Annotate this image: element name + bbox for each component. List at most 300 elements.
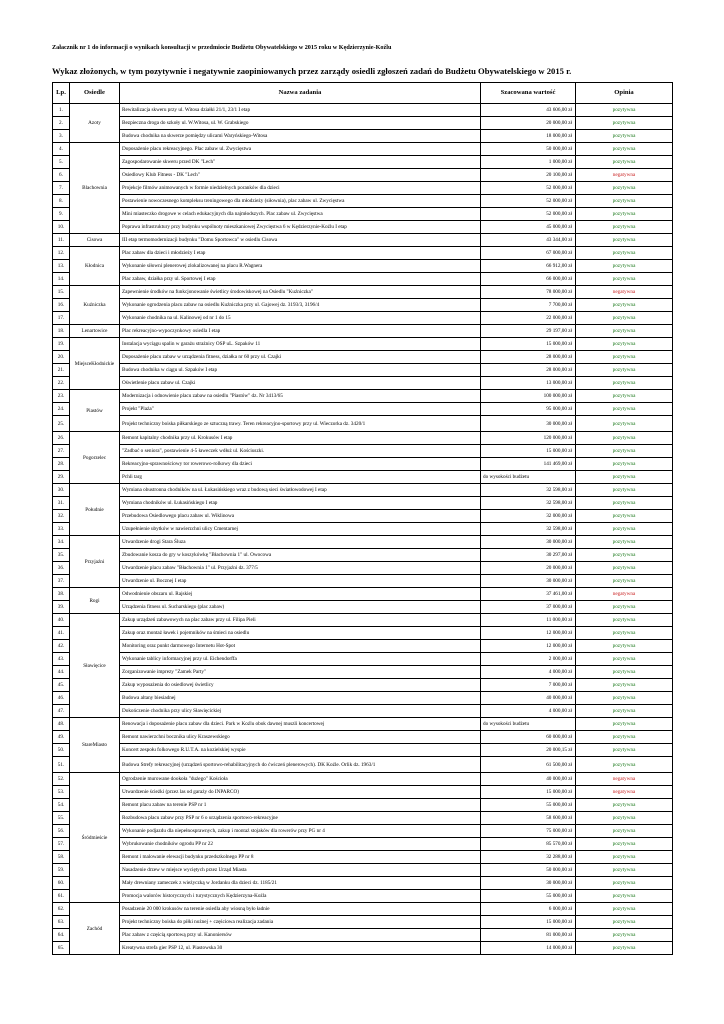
column-header-wartosc: Szacowana wartość bbox=[481, 83, 576, 104]
cell-value: 40 000,00 zł bbox=[481, 692, 576, 705]
cell-opinion: pozytywna bbox=[576, 812, 673, 825]
table-row bbox=[53, 718, 673, 731]
cell-lp: 23. bbox=[53, 390, 70, 403]
table-row bbox=[53, 169, 673, 182]
cell-lp: 5. bbox=[53, 156, 70, 169]
table-row bbox=[53, 744, 673, 757]
cell-opinion: pozytywna bbox=[576, 877, 673, 890]
cell-opinion: pozytywna bbox=[576, 653, 673, 666]
cell-osiedle: Piastów bbox=[70, 390, 120, 432]
cell-task-name: Urządzenia fitness ul. Sucharskiego (plac zabaw) bbox=[120, 601, 481, 614]
cell-opinion: pozytywna bbox=[576, 666, 673, 679]
cell-opinion: pozytywna bbox=[576, 523, 673, 536]
table-row bbox=[53, 864, 673, 877]
table-row bbox=[53, 929, 673, 942]
cell-opinion: pozytywna bbox=[576, 445, 673, 458]
cell-task-name: Wybrukowanie chodników ogrodu PP nr 22 bbox=[120, 838, 481, 851]
table-row bbox=[53, 403, 673, 416]
cell-osiedle: Przyjaźni bbox=[70, 536, 120, 588]
cell-task-name: III etap termomodernizacji budynku "Domu Sportowca" w osiedlu Cisowa bbox=[120, 234, 481, 247]
cell-opinion: pozytywna bbox=[576, 916, 673, 929]
cell-lp: 19. bbox=[53, 338, 70, 351]
cell-opinion: pozytywna bbox=[576, 416, 673, 432]
cell-lp: 21. bbox=[53, 364, 70, 377]
cell-value: 55 000,00 zł bbox=[481, 890, 576, 903]
cell-task-name: Kreatywna strefa gier PSP 12, ul. Piastowska 30 bbox=[120, 942, 481, 955]
column-header-nazwa: Nazwa zadania bbox=[120, 83, 481, 104]
cell-task-name: Przebudowa Osiedlowego placu zabaw ul. Wiklinowa bbox=[120, 510, 481, 523]
cell-lp: 9. bbox=[53, 208, 70, 221]
table-row bbox=[53, 273, 673, 286]
cell-lp: 11. bbox=[53, 234, 70, 247]
cell-osiedle: Lenartowice bbox=[70, 325, 120, 338]
cell-lp: 36. bbox=[53, 562, 70, 575]
table-row bbox=[53, 705, 673, 718]
table-row bbox=[53, 903, 673, 916]
cell-osiedle: Sławięcice bbox=[70, 614, 120, 718]
cell-opinion: pozytywna bbox=[576, 403, 673, 416]
cell-lp: 12. bbox=[53, 247, 70, 260]
table-row bbox=[53, 208, 673, 221]
cell-opinion: pozytywna bbox=[576, 351, 673, 364]
cell-lp: 29. bbox=[53, 471, 70, 484]
cell-osiedle: Kłodnica bbox=[70, 247, 120, 286]
cell-value: 14 000,00 zł bbox=[481, 942, 576, 955]
table-row bbox=[53, 156, 673, 169]
cell-lp: 15. bbox=[53, 286, 70, 299]
cell-lp: 3. bbox=[53, 130, 70, 143]
cell-task-name: Budowa Strefy rekreacyjnej (urządzeń sportowo-rehabilitacyjnych do ćwiczeń plenerowych). DK Koźle. Orlik dz. 1963/1 bbox=[120, 757, 481, 773]
table-row bbox=[53, 416, 673, 432]
table-row bbox=[53, 325, 673, 338]
cell-opinion: pozytywna bbox=[576, 692, 673, 705]
cell-opinion: pozytywna bbox=[576, 377, 673, 390]
cell-value: 20 000,00 zł bbox=[481, 117, 576, 130]
table-row bbox=[53, 786, 673, 799]
cell-opinion: pozytywna bbox=[576, 640, 673, 653]
table-row bbox=[53, 510, 673, 523]
cell-value: 32 598,00 zł bbox=[481, 497, 576, 510]
table-row bbox=[53, 130, 673, 143]
cell-opinion: pozytywna bbox=[576, 799, 673, 812]
cell-task-name: Remont placu zabaw na terenie PSP nr 1 bbox=[120, 799, 481, 812]
cell-value: 43 344,00 zł bbox=[481, 234, 576, 247]
cell-value: 29 197,00 zł bbox=[481, 325, 576, 338]
cell-opinion: pozytywna bbox=[576, 182, 673, 195]
cell-value: 55 000,00 zł bbox=[481, 799, 576, 812]
cell-lp: 65. bbox=[53, 942, 70, 955]
table-row bbox=[53, 549, 673, 562]
cell-lp: 58. bbox=[53, 851, 70, 864]
cell-opinion: pozytywna bbox=[576, 757, 673, 773]
cell-opinion: pozytywna bbox=[576, 143, 673, 156]
cell-lp: 63. bbox=[53, 916, 70, 929]
cell-task-name: Zakup urządzeń zabawowych na plac zabaw przy ul. Filipa Pieli bbox=[120, 614, 481, 627]
cell-value: 15 000,00 zł bbox=[481, 338, 576, 351]
table-row bbox=[53, 942, 673, 955]
cell-value: 37 461,00 zł bbox=[481, 588, 576, 601]
table-row bbox=[53, 471, 673, 484]
cell-task-name: Wykonanie siłowni plenerowej zlokalizowanej na placu R.Wagnera bbox=[120, 260, 481, 273]
table-row bbox=[53, 312, 673, 325]
cell-osiedle: Azoty bbox=[70, 104, 120, 143]
cell-lp: 41. bbox=[53, 627, 70, 640]
table-row bbox=[53, 877, 673, 890]
cell-task-name: Bezpieczna droga do szkoły ul. W.Witosa, ul. W. Grabskiego bbox=[120, 117, 481, 130]
cell-opinion: pozytywna bbox=[576, 744, 673, 757]
cell-opinion: pozytywna bbox=[576, 104, 673, 117]
table-row bbox=[53, 916, 673, 929]
cell-value: 2 000,00 zł bbox=[481, 653, 576, 666]
projects-table bbox=[52, 82, 673, 955]
cell-task-name: Promocja walorów historycznych i turystycznych Kędzierzyna-Koźla bbox=[120, 890, 481, 903]
cell-lp: 38. bbox=[53, 588, 70, 601]
cell-lp: 8. bbox=[53, 195, 70, 208]
cell-opinion: pozytywna bbox=[576, 338, 673, 351]
table-row bbox=[53, 260, 673, 273]
cell-task-name: Rewitalizacja skweru przy ul. Witosa działki 21/1, 23/1 I etap bbox=[120, 104, 481, 117]
cell-lp: 56. bbox=[53, 825, 70, 838]
cell-task-name: Doposażenie placu zabaw w urządzenia fitness, działka nr 60 przy ul. Czajki bbox=[120, 351, 481, 364]
table-row bbox=[53, 338, 673, 351]
table-row bbox=[53, 666, 673, 679]
cell-value: 22 000,00 zł bbox=[481, 312, 576, 325]
table-row bbox=[53, 627, 673, 640]
table-row bbox=[53, 143, 673, 156]
cell-lp: 52. bbox=[53, 773, 70, 786]
cell-opinion: pozytywna bbox=[576, 156, 673, 169]
cell-lp: 46. bbox=[53, 692, 70, 705]
table-row bbox=[53, 247, 673, 260]
table-row bbox=[53, 812, 673, 825]
cell-opinion: negatywna bbox=[576, 588, 673, 601]
cell-lp: 59. bbox=[53, 864, 70, 877]
cell-task-name: Osiedlowy Klub Fitness - DK "Lech" bbox=[120, 169, 481, 182]
cell-opinion: pozytywna bbox=[576, 825, 673, 838]
cell-task-name: Remont nawierzchni bocznika ulicy Kraszewskiego bbox=[120, 731, 481, 744]
document-title: Wykaz złożonych, w tym pozytywnie i negatywnie zaopiniowanych przez zarządy osiedli zgłoszeń zadań do Budżetu Obywatelskiego w 2015 r. bbox=[52, 66, 572, 76]
table-row bbox=[53, 825, 673, 838]
cell-value: 50 000,00 zł bbox=[481, 864, 576, 877]
table-row bbox=[53, 536, 673, 549]
table-row bbox=[53, 286, 673, 299]
table-row bbox=[53, 364, 673, 377]
cell-opinion: pozytywna bbox=[576, 390, 673, 403]
cell-task-name: Oświetlenie placu zabaw ul. Czajki bbox=[120, 377, 481, 390]
cell-value: 85 570,00 zł bbox=[481, 838, 576, 851]
cell-opinion: pozytywna bbox=[576, 221, 673, 234]
cell-lp: 51. bbox=[53, 757, 70, 773]
cell-value: 100 000,00 zł bbox=[481, 390, 576, 403]
cell-lp: 47. bbox=[53, 705, 70, 718]
cell-opinion: pozytywna bbox=[576, 510, 673, 523]
table-row bbox=[53, 523, 673, 536]
table-row bbox=[53, 351, 673, 364]
cell-opinion: pozytywna bbox=[576, 364, 673, 377]
cell-task-name: Wykonanie chodnika na ul. Kalinowej od nr 1 do 15 bbox=[120, 312, 481, 325]
cell-value: 12 000,00 zł bbox=[481, 627, 576, 640]
cell-lp: 42. bbox=[53, 640, 70, 653]
cell-task-name: Utwardzenie ul. Bocznej I etap bbox=[120, 575, 481, 588]
table-row bbox=[53, 497, 673, 510]
cell-value: 28 000,00 zł bbox=[481, 351, 576, 364]
column-header-opinia: Opinia bbox=[576, 83, 673, 104]
cell-lp: 54. bbox=[53, 799, 70, 812]
cell-lp: 27. bbox=[53, 445, 70, 458]
cell-value: 81 000,00 zł bbox=[481, 929, 576, 942]
cell-opinion: pozytywna bbox=[576, 731, 673, 744]
table-body bbox=[53, 104, 673, 955]
attachment-note: Załacznik nr 1 do informacji o wynikach konsultacji w przedmiocie Budżetu Obywatelskiego w 2015 roku w Kędzierzynie-Koźlu bbox=[52, 44, 392, 51]
cell-opinion: pozytywna bbox=[576, 575, 673, 588]
cell-value: 4 000,00 zł bbox=[481, 705, 576, 718]
cell-task-name: Renowacja i doposażenie placu zabaw dla dzieci. Park w Koźlu obok dawnej muszli koncertowej bbox=[120, 718, 481, 731]
table-row bbox=[53, 575, 673, 588]
cell-value: 12 000,00 zł bbox=[481, 640, 576, 653]
cell-task-name: Plac zabaw dla dzieci i młodzieży I etap bbox=[120, 247, 481, 260]
cell-lp: 28. bbox=[53, 458, 70, 471]
cell-lp: 55. bbox=[53, 812, 70, 825]
cell-task-name: Monitoring oraz punkt darmowego Internetu Hot-Spot bbox=[120, 640, 481, 653]
cell-lp: 7. bbox=[53, 182, 70, 195]
cell-value: 20 100,00 zł bbox=[481, 169, 576, 182]
cell-value: 32 000,00 zł bbox=[481, 510, 576, 523]
cell-task-name: Budowa altany biesiadnej bbox=[120, 692, 481, 705]
cell-osiedle: MiejsceKłodnickie bbox=[70, 338, 120, 390]
cell-opinion: pozytywna bbox=[576, 942, 673, 955]
table-row bbox=[53, 588, 673, 601]
cell-task-name: Wymiana chodników ul. Łukasińskiego I etap bbox=[120, 497, 481, 510]
cell-opinion: pozytywna bbox=[576, 117, 673, 130]
cell-lp: 64. bbox=[53, 929, 70, 942]
cell-lp: 44. bbox=[53, 666, 70, 679]
table-row bbox=[53, 773, 673, 786]
cell-value: 78 000,00 zł bbox=[481, 286, 576, 299]
cell-task-name: Pchli targ bbox=[120, 471, 481, 484]
cell-lp: 17. bbox=[53, 312, 70, 325]
cell-task-name: Zakup oraz montaż ławek i pojemników na śmieci na osiedlu bbox=[120, 627, 481, 640]
cell-task-name: Postawienie nowoczesnego kompleksu treningowego dla młodzieży (siłownia), plac zabaw ul. Zwycięstwa bbox=[120, 195, 481, 208]
cell-value: 120 000,00 zł bbox=[481, 432, 576, 445]
cell-value: 66 912,00 zł bbox=[481, 260, 576, 273]
cell-value: 13 000,00 zł bbox=[481, 377, 576, 390]
cell-value: 15 000,00 zł bbox=[481, 786, 576, 799]
cell-osiedle: Południe bbox=[70, 484, 120, 536]
cell-value: 67 000,00 zł bbox=[481, 247, 576, 260]
table-row bbox=[53, 731, 673, 744]
cell-task-name: Wykonanie tablicy informacyjnej przy ul. Eichendorffa bbox=[120, 653, 481, 666]
cell-value: 15 000,00 zł bbox=[481, 445, 576, 458]
cell-lp: 60. bbox=[53, 877, 70, 890]
table-row bbox=[53, 601, 673, 614]
cell-value: 61 500,00 zł bbox=[481, 757, 576, 773]
cell-lp: 50. bbox=[53, 744, 70, 757]
cell-lp: 22. bbox=[53, 377, 70, 390]
cell-task-name: Nasadzenie drzew w miejsce wyciętych przez Urząd Miasta bbox=[120, 864, 481, 877]
cell-lp: 25. bbox=[53, 416, 70, 432]
cell-opinion: pozytywna bbox=[576, 549, 673, 562]
cell-task-name: Ogrodzenie murowane dookoła "dużego" Kościoła bbox=[120, 773, 481, 786]
cell-lp: 6. bbox=[53, 169, 70, 182]
cell-value: 32 288,00 zł bbox=[481, 851, 576, 864]
cell-lp: 39. bbox=[53, 601, 70, 614]
cell-task-name: Doposażenie placu rekreacyjnego. Plac zabaw ul. Zwycięstwa bbox=[120, 143, 481, 156]
cell-opinion: negatywna bbox=[576, 286, 673, 299]
cell-opinion: pozytywna bbox=[576, 130, 673, 143]
cell-lp: 24. bbox=[53, 403, 70, 416]
cell-task-name: Plac zabaw, działka przy ul. Sportowej I etap bbox=[120, 273, 481, 286]
cell-task-name: Poprawa infrastruktury przy budynku wspólnoty mieszkaniowej Zwycięstwa 6 w Kędzierzynie-Koźlu I etap bbox=[120, 221, 481, 234]
cell-lp: 16. bbox=[53, 299, 70, 312]
cell-lp: 45. bbox=[53, 679, 70, 692]
cell-lp: 62. bbox=[53, 903, 70, 916]
table-row bbox=[53, 692, 673, 705]
cell-lp: 20. bbox=[53, 351, 70, 364]
cell-value: 18 000,00 zł bbox=[481, 130, 576, 143]
cell-opinion: pozytywna bbox=[576, 195, 673, 208]
table-row bbox=[53, 390, 673, 403]
cell-value: 30 000,00 zł bbox=[481, 575, 576, 588]
cell-opinion: pozytywna bbox=[576, 679, 673, 692]
cell-lp: 43. bbox=[53, 653, 70, 666]
cell-task-name: Mały drewniany zameczek z wieżyczką w Jordanku dla dzieci dz. 1185/21 bbox=[120, 877, 481, 890]
cell-value: 52 000,00 zł bbox=[481, 195, 576, 208]
cell-lp: 49. bbox=[53, 731, 70, 744]
cell-task-name: Utwardzenie drogi Stara Śluza bbox=[120, 536, 481, 549]
cell-opinion: pozytywna bbox=[576, 299, 673, 312]
cell-lp: 53. bbox=[53, 786, 70, 799]
table-row bbox=[53, 484, 673, 497]
cell-lp: 33. bbox=[53, 523, 70, 536]
cell-value: 15 000,00 zł bbox=[481, 916, 576, 929]
cell-opinion: pozytywna bbox=[576, 562, 673, 575]
cell-opinion: pozytywna bbox=[576, 864, 673, 877]
table-header-row bbox=[53, 83, 673, 104]
cell-osiedle: StareMiasto bbox=[70, 718, 120, 773]
cell-task-name: Projekt techniczny boiska piłkarskiego ze sztuczną trawy. Teren rekreacyjno-sportowy przy ul. Wieczorka dz. 3420/1 bbox=[120, 416, 481, 432]
cell-task-name: Plac zabaw z częścią sportową przy ul. Kanoniersów bbox=[120, 929, 481, 942]
table-row bbox=[53, 679, 673, 692]
table-row bbox=[53, 458, 673, 471]
cell-osiedle: Śródmieście bbox=[70, 773, 120, 903]
cell-task-name: Zagospodarowanie skweru przed DK "Lech" bbox=[120, 156, 481, 169]
column-header-lp: Lp. bbox=[53, 83, 70, 104]
cell-value: 20 000,15 zł bbox=[481, 744, 576, 757]
cell-value: 66 000,00 zł bbox=[481, 273, 576, 286]
column-header-osiedle: Osiedle bbox=[70, 83, 120, 104]
cell-task-name: Dokończenie chodnika przy ulicy Sławięcickiej bbox=[120, 705, 481, 718]
cell-osiedle: Kuźniczka bbox=[70, 286, 120, 325]
cell-value: 52 000,00 zł bbox=[481, 182, 576, 195]
cell-value: 20 000,00 zł bbox=[481, 562, 576, 575]
table-row bbox=[53, 838, 673, 851]
cell-task-name: Zapewnienie środków na funkcjonowanie świetlicy środowiskowej na Osiedlu "Kuźniczka" bbox=[120, 286, 481, 299]
cell-lp: 4. bbox=[53, 143, 70, 156]
cell-opinion: pozytywna bbox=[576, 601, 673, 614]
cell-task-name: Rekreacyjno-sprawnościowy tor rowerowo-rolkowy dla dzieci bbox=[120, 458, 481, 471]
cell-task-name: Modernizacja i odnowienie placu zabaw na osiedlu "Piastów" dz. Nr 3413/65 bbox=[120, 390, 481, 403]
cell-value: do wysokości budżetu bbox=[481, 718, 576, 731]
cell-opinion: pozytywna bbox=[576, 903, 673, 916]
cell-osiedle: Rogi bbox=[70, 588, 120, 614]
cell-opinion: pozytywna bbox=[576, 325, 673, 338]
cell-value: 75 000,00 zł bbox=[481, 825, 576, 838]
cell-opinion: pozytywna bbox=[576, 471, 673, 484]
cell-task-name: Odwodnienie obszaru ul. Rajskiej bbox=[120, 588, 481, 601]
table-row bbox=[53, 432, 673, 445]
cell-value: 30 297,00 zł bbox=[481, 549, 576, 562]
cell-lp: 61. bbox=[53, 890, 70, 903]
cell-opinion: pozytywna bbox=[576, 718, 673, 731]
cell-task-name: Koncert zespołu folkowego R.U.T.A. na kozielskiej wyspie bbox=[120, 744, 481, 757]
cell-opinion: pozytywna bbox=[576, 432, 673, 445]
cell-task-name: Wykonanie podjazdu dla niepełnosprawnych, zakup i montaż stojaków dla rowerów przy PG nr 4 bbox=[120, 825, 481, 838]
cell-opinion: pozytywna bbox=[576, 312, 673, 325]
cell-value: 141 469,00 zł bbox=[481, 458, 576, 471]
cell-value: 58 600,00 zł bbox=[481, 812, 576, 825]
cell-opinion: pozytywna bbox=[576, 536, 673, 549]
cell-value: 52 000,00 zł bbox=[481, 208, 576, 221]
cell-opinion: pozytywna bbox=[576, 614, 673, 627]
cell-value: 40 000,00 zł bbox=[481, 773, 576, 786]
cell-task-name: Zbudowanie kosza do gry w koszykówkę "Błachownia 1" ul. Owocowa bbox=[120, 549, 481, 562]
table-row bbox=[53, 640, 673, 653]
cell-opinion: pozytywna bbox=[576, 627, 673, 640]
cell-lp: 40. bbox=[53, 614, 70, 627]
table-row bbox=[53, 221, 673, 234]
cell-lp: 13. bbox=[53, 260, 70, 273]
cell-value: 11 000,00 zł bbox=[481, 614, 576, 627]
cell-osiedle: Cisowa bbox=[70, 234, 120, 247]
cell-opinion: pozytywna bbox=[576, 273, 673, 286]
table-row bbox=[53, 377, 673, 390]
cell-lp: 57. bbox=[53, 838, 70, 851]
cell-value: 7 000,00 zł bbox=[481, 679, 576, 692]
cell-task-name: Utwardzenie ścieżki (przez las od garaży do INPARCO) bbox=[120, 786, 481, 799]
cell-value: 43 606,00 zł bbox=[481, 104, 576, 117]
cell-lp: 32. bbox=[53, 510, 70, 523]
cell-value: 50 000,00 zł bbox=[481, 143, 576, 156]
cell-task-name: Mini miasteczko drogowe w celach edukacyjnych dla najmłodszych. Plac zabaw ul. Zwycięstwa bbox=[120, 208, 481, 221]
cell-opinion: negatywna bbox=[576, 786, 673, 799]
cell-task-name: Zorganizowanie imprezy "Zamek Party" bbox=[120, 666, 481, 679]
cell-value: 32 598,00 zł bbox=[481, 484, 576, 497]
cell-lp: 37. bbox=[53, 575, 70, 588]
cell-value: 45 000,00 zł bbox=[481, 221, 576, 234]
cell-task-name: Utwardzenie placu zabaw "Błachownia 1" ul. Przyjaźni dz. 377/5 bbox=[120, 562, 481, 575]
table-row bbox=[53, 182, 673, 195]
table-row bbox=[53, 195, 673, 208]
table-row bbox=[53, 117, 673, 130]
cell-value: 30 000,00 zł bbox=[481, 877, 576, 890]
cell-task-name: Posadzenie 20 000 krokusów na terenie osiedla aby wiosną było ładnie bbox=[120, 903, 481, 916]
cell-lp: 31. bbox=[53, 497, 70, 510]
cell-task-name: Budowa chodnika na skwerze pomiędzy ulicami Waryńskiego-Witosa bbox=[120, 130, 481, 143]
cell-opinion: pozytywna bbox=[576, 851, 673, 864]
cell-value: 6 000,00 zł bbox=[481, 903, 576, 916]
table-row bbox=[53, 445, 673, 458]
cell-lp: 10. bbox=[53, 221, 70, 234]
table-row bbox=[53, 799, 673, 812]
table-row bbox=[53, 299, 673, 312]
cell-value: do wysokości budżetu bbox=[481, 471, 576, 484]
cell-task-name: "Zadbać o seniora", postawienie 4-5 ławeczek wdłuż ul. Kościuszki. bbox=[120, 445, 481, 458]
cell-lp: 14. bbox=[53, 273, 70, 286]
table-row bbox=[53, 614, 673, 627]
cell-lp: 34. bbox=[53, 536, 70, 549]
cell-task-name: Projekt techniczny boiska do piłki nożnej + częściowa realizacja zadania bbox=[120, 916, 481, 929]
table-row bbox=[53, 653, 673, 666]
